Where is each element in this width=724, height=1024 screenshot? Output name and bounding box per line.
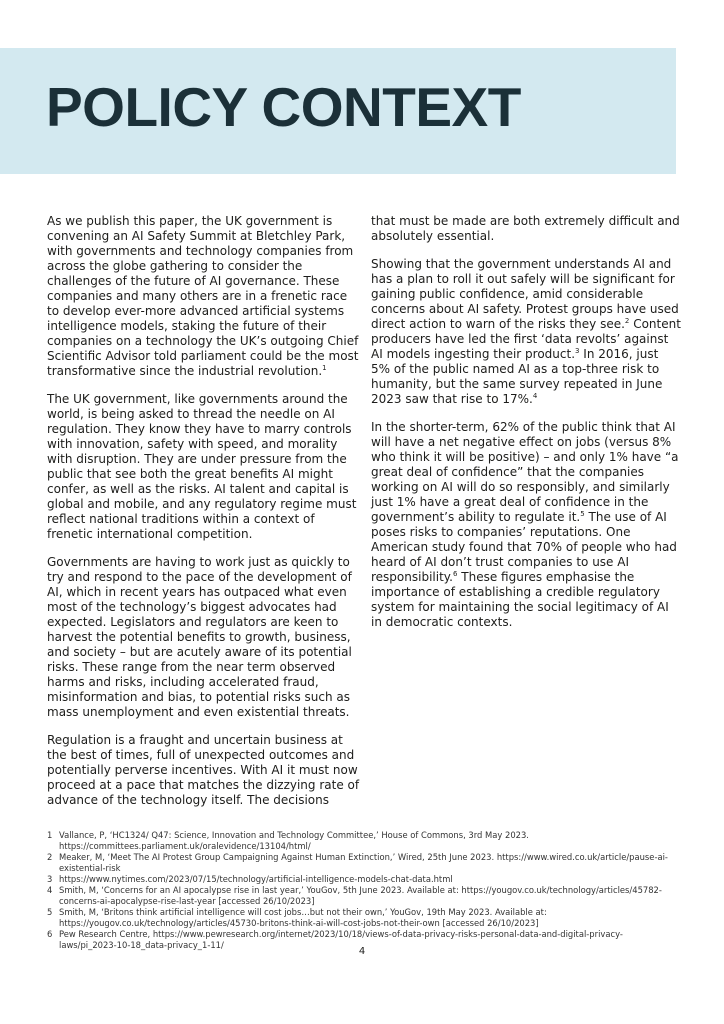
paragraph: Governments are having to work just as quickly to try and respond to the pace of the development of AI, which in recent years has outpaced what even most of the technology’s biggest advocates had expected. Legislators and regulators are keen to harvest the potential benefits to growth, business, and society – but are acutely aware of its potential risks. These range from the near term observed harms and risks, including accelerated fraud, misinformation and bias, to potential risks such as mass unemployment and even existential threats.	[47, 555, 352, 719]
right-column	[371, 214, 681, 643]
footnote-ref[interactable]: 4	[532, 392, 538, 400]
footnote-ref[interactable]: 5	[580, 510, 585, 518]
page-title: POLICY CONTEXT	[46, 76, 521, 138]
page-number: 4	[358, 946, 366, 957]
paragraph: In the shorter-term, 62% of the public think that AI will have a net negative effect on jobs (versus 8% who think it will be positive) – and only 1% have “a great deal of confidence” that the companies working on AI will do so responsibly, and similarly just 1% have a great deal of confidence in the government’s ability to regulate it.$^5$ The use of AI poses risks to companies’ reputations. One American study found that 70% of people who had heard of AI don’t trust companies to use AI responsibility.$^6$ These figures emphasise the importance of establishing a credible regulatory system for maintaining the social legitimacy of AI in democratic contexts.	[371, 420, 679, 629]
paragraph: The UK government, like governments around the world, is being asked to thread the needle on AI regulation. They know they have to marry controls with innovation, safety with speed, and morality with disruption. They are under pressure from the public that see both the great benefits AI might confer, as well as the risks. AI talent and capital is global and mobile, and any regulatory regime must reflect national traditions within a context of frenetic international competition.	[47, 392, 357, 541]
footnote: 5 Smith, M, ‘Britons think artificial intelligence will cost jobs…but not their own,’ YouGov, 19th May 2023. Available at: https://yougov.co.uk/technology/articles/45730-britons-think-ai-will-cost-jobs-not-their-own [accessed 26/10/2023]	[47, 907, 547, 928]
footnote-ref[interactable]: 6	[452, 570, 458, 578]
footnote-ref[interactable]: 3	[575, 347, 580, 355]
footnote: 1 Vallance, P, ‘HC1324/ Q47: Science, Innovation and Technology Committee,’ House of Commons, 3rd May 2023. https://committees.parliament.uk/oralevidence/13104/html/	[47, 830, 529, 851]
left-column	[47, 214, 362, 821]
footnote: 3 https://www.nytimes.com/2023/07/15/technology/artificial-intelligence-models-chat-data.html	[47, 874, 453, 884]
paragraph: As we publish this paper, the UK government is convening an AI Safety Summit at Bletchley Park, with governments and technology companies from across the globe gathering to consider the challenges of the future of AI governance. These companies and many others are in a frenetic race to develop ever-more advanced artificial systems intelligence models, staking the future of their companies on a technology the UK’s outgoing Chief Scientific Advisor told parliament could be the most transformative since the industrial revolution.$^1$	[47, 214, 359, 378]
footnote-ref[interactable]: 2	[624, 317, 630, 325]
paragraph: Showing that the government understands AI and has a plan to roll it out safely will be significant for gaining public confidence, amid considerable concerns about AI safety. Protest groups have used direct action to warn of the risks they see.$^2$ Content producers have led the first ‘data revolts’ against AI models ingesting their product.$^3$ In 2016, just 5% of the public named AI as a top-three risk to humanity, but the same survey repeated in June 2023 saw that rise to 17%.$^4$	[371, 257, 681, 406]
title-banner	[0, 48, 676, 174]
footnote-ref[interactable]: 1	[322, 364, 327, 372]
footnotes	[47, 830, 679, 951]
paragraph: Regulation is a fraught and uncertain business at the best of times, full of unexpected outcomes and potentially perverse incentives. With AI it must now proceed at a pace that matches the dizzying rate of advance of the technology itself. The decisions	[47, 733, 360, 807]
footnote: 6 Pew Research Centre, https://www.pewresearch.org/internet/2023/10/18/views-of-data-privacy-risks-personal-data-and-digital-privacy-laws/pi_2023-10-18_data-privacy_1-11/	[47, 929, 623, 950]
paragraph: that must be made are both extremely difficult and absolutely essential.	[371, 214, 680, 243]
footnote: 2 Meaker, M, ‘Meet The AI Protest Group Campaigning Against Human Extinction,’ Wired, 25th June 2023. https://www.wired.co.uk/article/pause-ai-existential-risk	[47, 852, 668, 873]
footnote: 4 Smith, M, ‘Concerns for an AI apocalypse rise in last year,’ YouGov, 5th June 2023. Available at: https://yougov.co.uk/technology/articles/45782-concerns-ai-apocalypse-rise-last-year [accessed 26/10/2023]	[47, 885, 662, 906]
